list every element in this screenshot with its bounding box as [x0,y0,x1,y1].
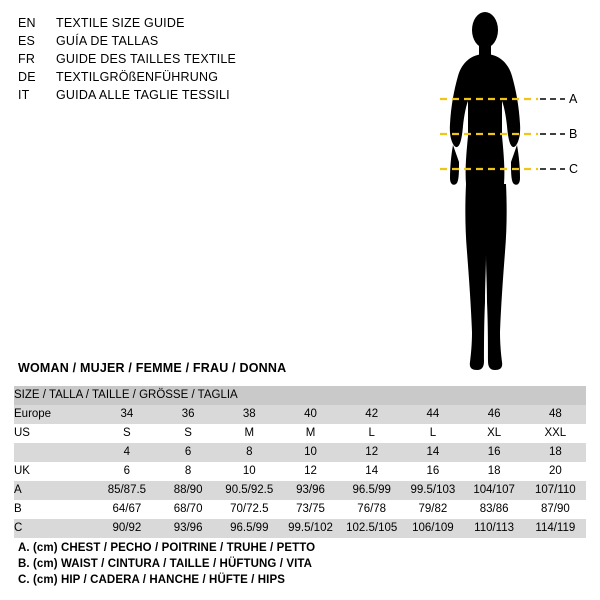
row-label [14,443,96,462]
cell: 8 [219,443,280,462]
cell: 114/119 [525,519,586,538]
cell: 18 [464,462,525,481]
cell: 87/90 [525,500,586,519]
cell: 10 [219,462,280,481]
table-row [14,500,586,519]
cell: 106/109 [402,519,463,538]
language-title: TEXTILGRÖßENFÜHRUNG [56,70,219,84]
language-title-list [18,16,348,106]
cell: 96.5/99 [219,519,280,538]
cell: 46 [464,405,525,424]
table-row [14,519,586,538]
cell: 85/87.5 [96,481,157,500]
row-label: B [14,500,96,519]
cell: 14 [402,443,463,462]
measure-label-b: B [569,127,578,141]
size-table [14,386,586,538]
row-label: A [14,481,96,500]
cell: 83/86 [464,500,525,519]
cell: 16 [402,462,463,481]
legend-line-c: C. (cm) HIP / CADERA / HANCHE / HÜFTE / HIPS [18,574,286,586]
cell: 64/67 [96,500,157,519]
cell: 96.5/99 [341,481,402,500]
cell: 110/113 [464,519,525,538]
cell: M [280,424,341,443]
language-code: DE [18,70,36,84]
measure-label-a: A [569,92,578,106]
cell: 16 [464,443,525,462]
cell: 79/82 [402,500,463,519]
measure-label-c: C [569,162,579,176]
cell: 8 [157,462,218,481]
cell: 20 [525,462,586,481]
cell: 40 [280,405,341,424]
cell: XXL [525,424,586,443]
cell: 10 [280,443,341,462]
cell: 88/90 [157,481,218,500]
cell: 90/92 [96,519,157,538]
cell: 12 [341,443,402,462]
table-row [14,481,586,500]
cell: L [402,424,463,443]
cell: S [96,424,157,443]
row-label: US [14,424,96,443]
cell: L [341,424,402,443]
language-title: TEXTILE SIZE GUIDE [56,16,185,30]
language-row [18,70,348,88]
cell: 102.5/105 [341,519,402,538]
cell: XL [464,424,525,443]
language-row [18,16,348,34]
row-label: UK [14,462,96,481]
cell: S [157,424,218,443]
cell: 90.5/92.5 [219,481,280,500]
legend-line-b: B. (cm) WAIST / CINTURA / TAILLE / HÜFTUNG / VITA [18,558,313,570]
language-code: EN [18,16,36,30]
cell: 34 [96,405,157,424]
language-row [18,52,348,70]
cell: 104/107 [464,481,525,500]
table-row [14,405,586,424]
table-header-row [14,386,586,405]
language-code: IT [18,88,30,102]
cell: 18 [525,443,586,462]
language-code: ES [18,34,36,48]
row-label: C [14,519,96,538]
cell: 12 [280,462,341,481]
language-row [18,88,348,106]
cell: 44 [402,405,463,424]
table-header-label: SIZE / TALLA / TAILLE / GRÖSSE / TAGLIA [14,386,586,405]
row-label: Europe [14,405,96,424]
cell: 68/70 [157,500,218,519]
language-title: GUIDE DES TAILLES TEXTILE [56,52,237,66]
cell: 36 [157,405,218,424]
cell: 93/96 [280,481,341,500]
cell: 6 [157,443,218,462]
language-title: GUÍA DE TALLAS [56,34,159,48]
cell: 93/96 [157,519,218,538]
cell: 99.5/103 [402,481,463,500]
cell: 73/75 [280,500,341,519]
cell: 6 [96,462,157,481]
table-row [14,443,586,462]
female-figure [420,6,595,376]
section-title: WOMAN / MUJER / FEMME / FRAU / DONNA [18,361,287,375]
language-row [18,34,348,52]
cell: 76/78 [341,500,402,519]
cell: 38 [219,405,280,424]
language-code: FR [18,52,36,66]
language-title: GUIDA ALLE TAGLIE TESSILI [56,88,230,102]
cell: 4 [96,443,157,462]
cell: 42 [341,405,402,424]
female-silhouette-icon [420,6,595,376]
legend-line-a: A. (cm) CHEST / PECHO / POITRINE / TRUHE / PETTO [18,542,316,554]
cell: 14 [341,462,402,481]
cell: 107/110 [525,481,586,500]
table-row [14,462,586,481]
cell: 48 [525,405,586,424]
cell: 70/72.5 [219,500,280,519]
measurement-legend [18,540,315,588]
cell: M [219,424,280,443]
table-row [14,424,586,443]
cell: 99.5/102 [280,519,341,538]
